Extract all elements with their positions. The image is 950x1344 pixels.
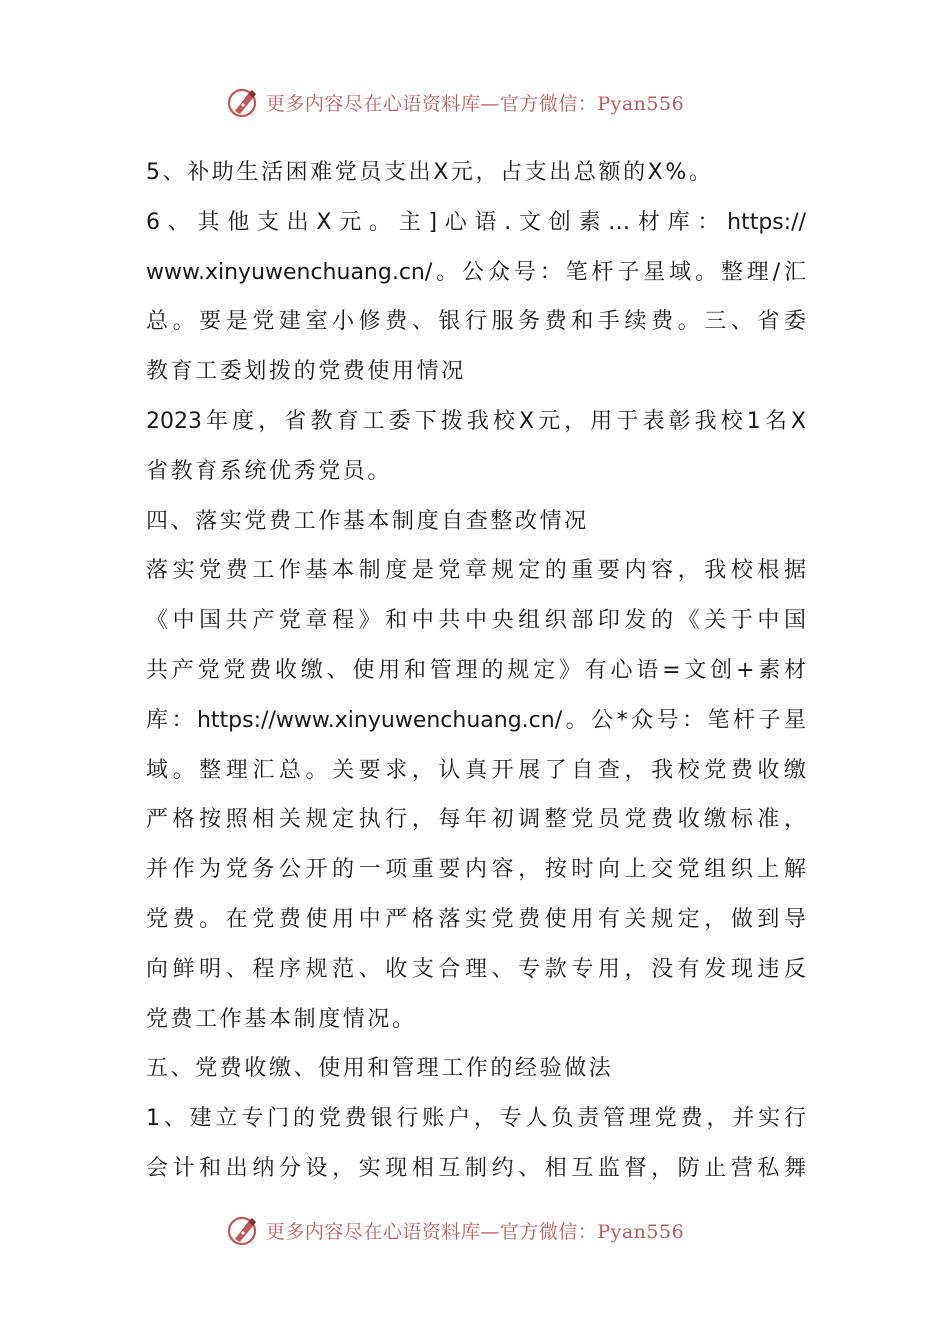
paragraph-line-9: 落实党费工作基本制度是党章规定的重要内容，我校根据 [146,558,806,584]
document-body [146,148,806,1194]
paragraph-line-7: 省教育系统优秀党员。 [146,458,393,484]
footer-banner-text: 更多内容尽在心语资料库—官方微信：Pyan556 [265,1220,685,1243]
paragraph-line-15: 并作为党务公开的一项重要内容，按时向上交党组织上解 [146,857,806,883]
pen-nib-logo-icon [226,1213,260,1247]
footer-banner [0,1210,950,1250]
paragraph-line-17: 向鲜明、程序规范、收支合理、专款专用，没有发现违反 [146,956,806,982]
paragraph-line-2: 6、其他支出X元。主]心语.文创素…材库：https:// [146,209,806,235]
paragraph-line-12: 库：https://www.xinyuwenchuang.cn/。公*众号：笔杆子星 [146,707,806,733]
section-heading-4: 四、落实党费工作基本制度自查整改情况 [146,508,589,534]
section-heading-5: 五、党费收缴、使用和管理工作的经验做法 [146,1056,614,1082]
paragraph-line-20: 1、建立专门的党费银行账户，专人负责管理党费，并实行 [146,1106,806,1132]
paragraph-line-4: 总。要是党建室小修费、银行服务费和手续费。三、省委 [146,309,806,335]
paragraph-line-10: 《中国共产党章程》和中共中央组织部印发的《关于中国 [146,608,806,634]
paragraph-line-1: 5、补助生活困难党员支出X元，占支出总额的X%。 [146,160,714,185]
paragraph-line-11: 共产党党费收缴、使用和管理的规定》有心语=文创+素材 [146,657,806,683]
paragraph-line-3: www.xinyuwenchuang.cn/。公众号：笔杆子星域。整理/汇 [146,259,806,285]
paragraph-line-16: 党费。在党费使用中严格落实党费使用有关规定，做到导 [146,906,806,932]
pen-nib-logo-icon [226,85,260,119]
paragraph-line-13: 域。整理汇总。关要求，认真开展了自查，我校党费收缴 [146,757,806,783]
paragraph-line-18: 党费工作基本制度情况。 [146,1006,417,1032]
paragraph-line-14: 严格按照相关规定执行，每年初调整党员党费收缴标准， [146,807,806,833]
paragraph-line-21: 会计和出纳分设，实现相互制约、相互监督，防止营私舞 [146,1155,806,1181]
paragraph-line-5: 教育工委划拨的党费使用情况 [146,359,466,385]
header-banner [0,82,950,122]
header-banner-text: 更多内容尽在心语资料库—官方微信：Pyan556 [265,92,685,115]
paragraph-line-6: 2023年度，省教育工委下拨我校X元，用于表彰我校1名X [146,408,806,434]
